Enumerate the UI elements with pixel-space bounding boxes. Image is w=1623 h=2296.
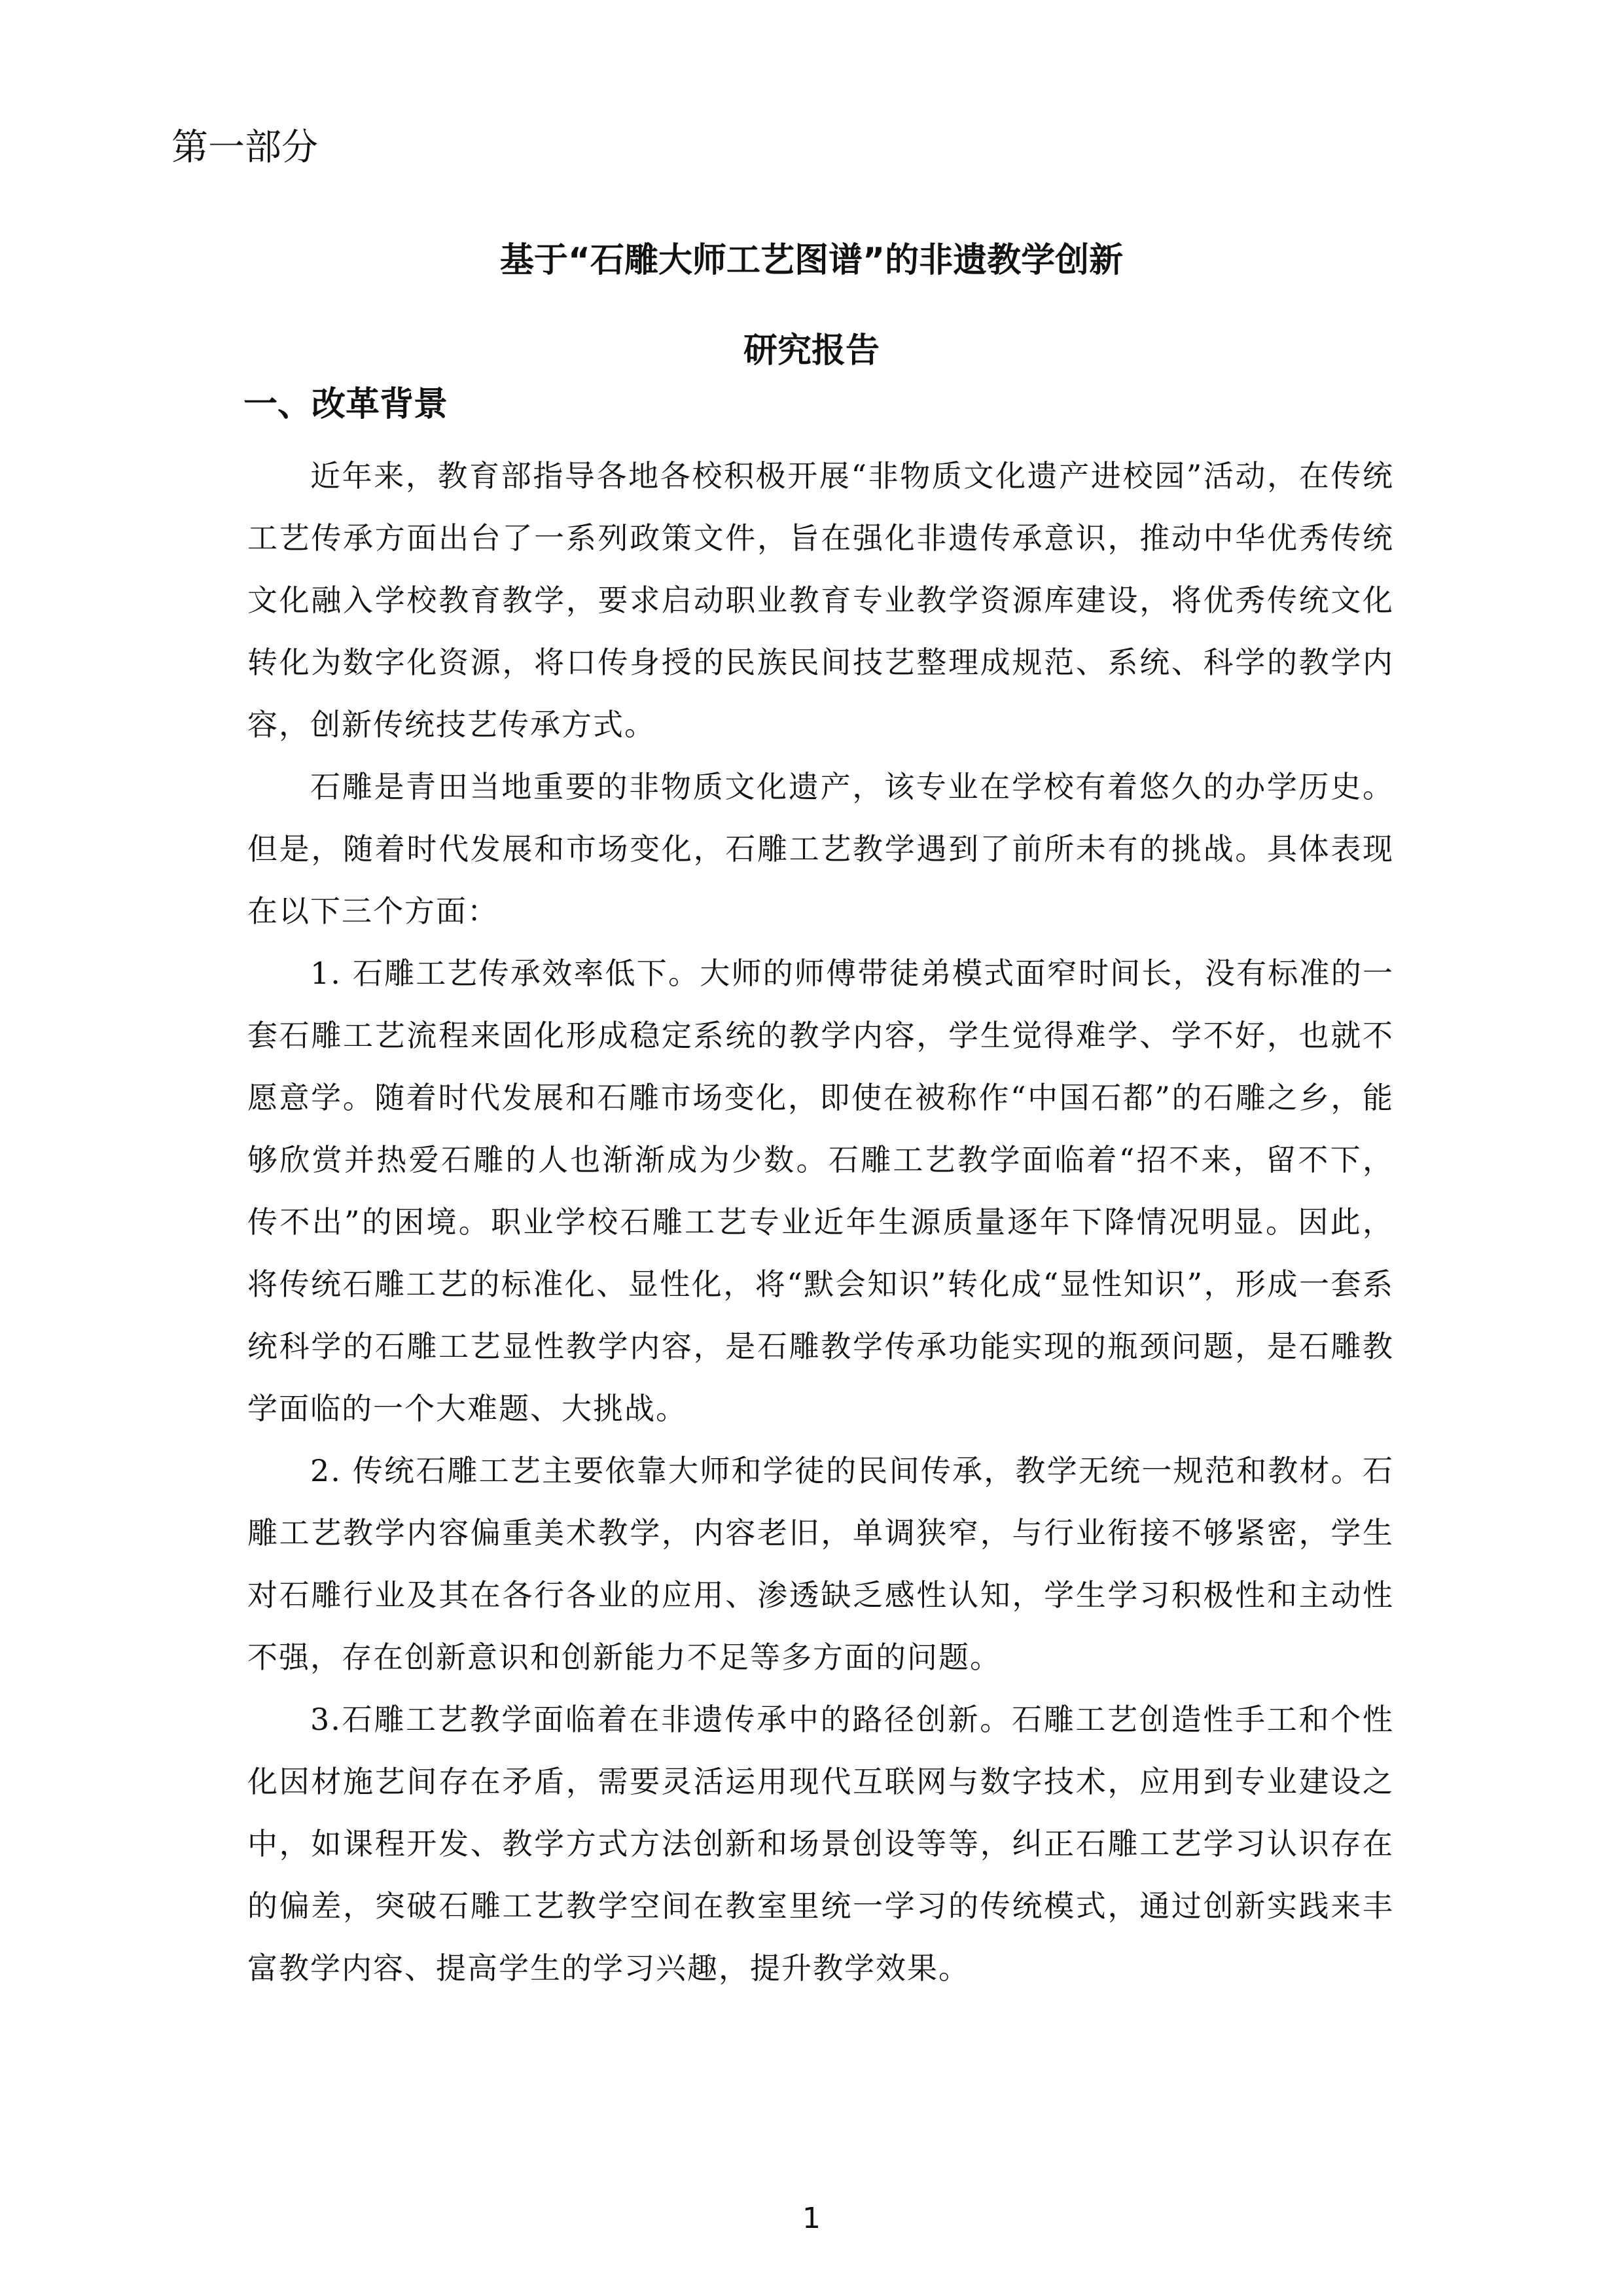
paragraph: 石雕是青田当地重要的非物质文化遗产，该专业在学校有着悠久的办学历史。但是，随着时代发展和市场变化，石雕工艺教学遇到了前所未有的挑战。具体表现在以下三个方面： [247,769,1394,929]
paragraph: 3.石雕工艺教学面临着在非遗传承中的路径创新。石雕工艺创造性手工和个性化因材施艺间存在矛盾，需要灵活运用现代互联网与数字技术，应用到专业建设之中，如课程开发、教学方式方法创新和场景创设等等，纠正石雕工艺学习认识存在的偏差，突破石雕工艺教学空间在教室里统一学习的传统模式，通过创新实践来丰富教学内容、提高学生的学习兴趣，提升教学效果。 [247,1702,1394,1986]
section-heading: 一、改革背景 [243,385,448,424]
paragraph-block [247,1440,1394,1689]
paragraph: 近年来，教育部指导各地各校积极开展“非物质文化遗产进校园”活动，在传统工艺传承方面出台了一系列政策文件，旨在强化非遗传承意识，推动中华优秀传统文化融入学校教育教学，要求启动职业教育专业教学资源库建设，将优秀传统文化转化为数字化资源，将口传身授的民族民间技艺整理成规范、系统、科学的教学内容，创新传统技艺传承方式。 [247,458,1394,742]
part-label: 第一部分 [171,126,318,169]
paragraph: 2. 传统石雕工艺主要依靠大师和学徒的民间传承，教学无统一规范和教材。石雕工艺教学内容偏重美术教学，内容老旧，单调狭窄，与行业衔接不够紧密，学生对石雕行业及其在各行各业的应用、渗透缺乏感性认知，学生学习积极性和主动性不强，存在创新意识和创新能力不足等多方面的问题。 [247,1453,1394,1675]
page-number: 1 [802,2202,821,2235]
paragraph-block [247,445,1394,756]
paragraph: 1. 石雕工艺传承效率低下。大师的师傅带徒弟模式面窄时间长，没有标准的一套石雕工艺流程来固化形成稳定系统的教学内容，学生觉得难学、学不好，也就不愿意学。随着时代发展和石雕市场变化，即使在被称作“中国石都”的石雕之乡，能够欣赏并热爱石雕的人也渐渐成为少数。石雕工艺教学面临着“招不来，留不下，传不出”的困境。职业学校石雕工艺专业近年生源质量逐年下降情况明显。因此，将传统石雕工艺的标准化、显性化，将“默会知识”转化成“显性知识”，形成一套系统科学的石雕工艺显性教学内容，是石雕教学传承功能实现的瓶颈问题，是石雕教学面临的一个大难题、大挑战。 [247,956,1394,1426]
paragraph-block [247,942,1394,1440]
report-title-line-2: 研究报告 [743,331,880,370]
paragraph-block [247,1689,1394,2000]
report-title-line-1: 基于“石雕大师工艺图谱”的非遗教学创新 [499,241,1124,280]
paragraph-block [247,756,1394,942]
